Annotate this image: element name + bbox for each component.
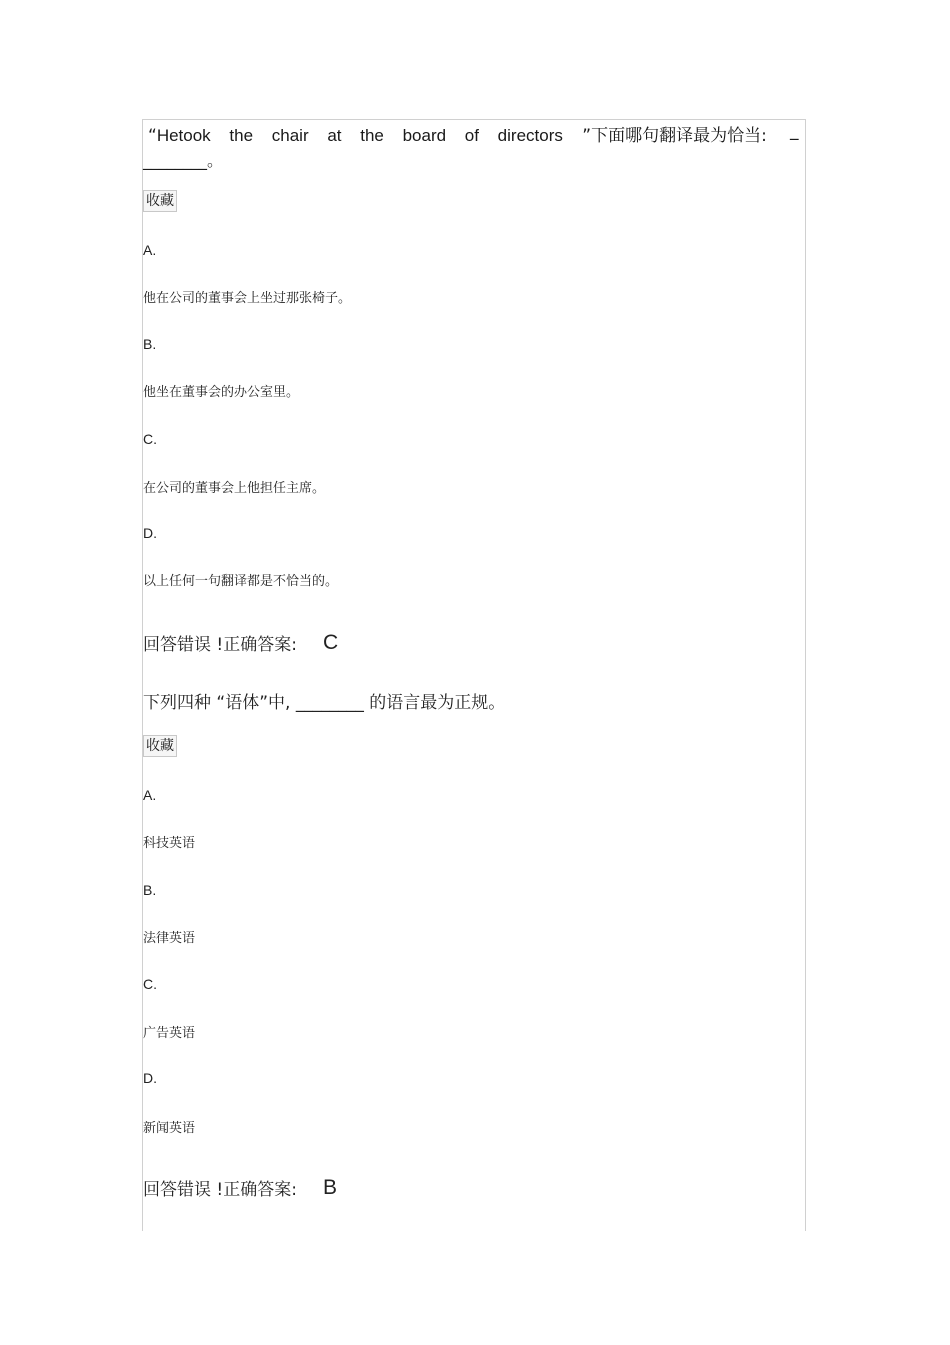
q2-option-a-letter: A. [143, 787, 157, 803]
q1-result-text: 回答错误 !正确答案: [143, 635, 297, 655]
q1-result [143, 630, 338, 656]
q1-option-c-letter: C. [143, 431, 157, 447]
question-1-end-mark: 。 [207, 151, 224, 170]
quiz-panel [142, 119, 806, 1231]
q2-option-d-text[interactable]: 新闻英语 [143, 1121, 196, 1136]
q1-option-d-letter: D. [143, 525, 157, 541]
question-1-title [148, 121, 806, 146]
question-1-prompt: 下面哪句翻译最为恰当: [591, 126, 767, 146]
q2-result-text: 回答错误 !正确答案: [143, 1180, 297, 1200]
q1-option-a-text[interactable]: 他在公司的董事会上坐过那张椅子。 [143, 291, 352, 306]
question-1-sentence: Hetook the chair at the board of directors [156, 126, 563, 145]
q1-option-d-text[interactable]: 以上任何一句翻译都是不恰当的。 [143, 574, 339, 589]
question-2-title: 下列四种 “语体”中, ________ 的语言最为正规。 [143, 693, 506, 713]
q2-option-a-text[interactable]: 科技英语 [143, 836, 196, 851]
question-1-blank-right: _ [790, 121, 799, 141]
q1-option-b-letter: B. [143, 336, 157, 352]
favorite-button-q2[interactable]: 收藏 [143, 735, 177, 757]
q2-option-b-letter: B. [143, 882, 157, 898]
q2-option-c-letter: C. [143, 976, 157, 992]
q1-option-c-text[interactable]: 在公司的董事会上他担任主席。 [143, 481, 326, 496]
question-1-blank: ________ [143, 151, 207, 170]
q2-option-b-text[interactable]: 法律英语 [143, 931, 196, 946]
q2-option-c-text[interactable]: 广告英语 [143, 1026, 196, 1041]
question-1-title-line2 [143, 148, 223, 171]
favorite-button-q1[interactable]: 收藏 [143, 190, 177, 212]
q2-option-d-letter: D. [143, 1070, 157, 1086]
question-1-close-quote: ” [582, 126, 592, 146]
q2-result [143, 1175, 337, 1201]
q1-option-b-text[interactable]: 他坐在董事会的办公室里。 [143, 385, 300, 400]
q1-correct-answer: C [322, 631, 339, 654]
q1-option-a-letter: A. [143, 242, 157, 258]
q2-correct-answer: B [322, 1176, 337, 1199]
question-1-open-quote: “ [148, 126, 157, 146]
